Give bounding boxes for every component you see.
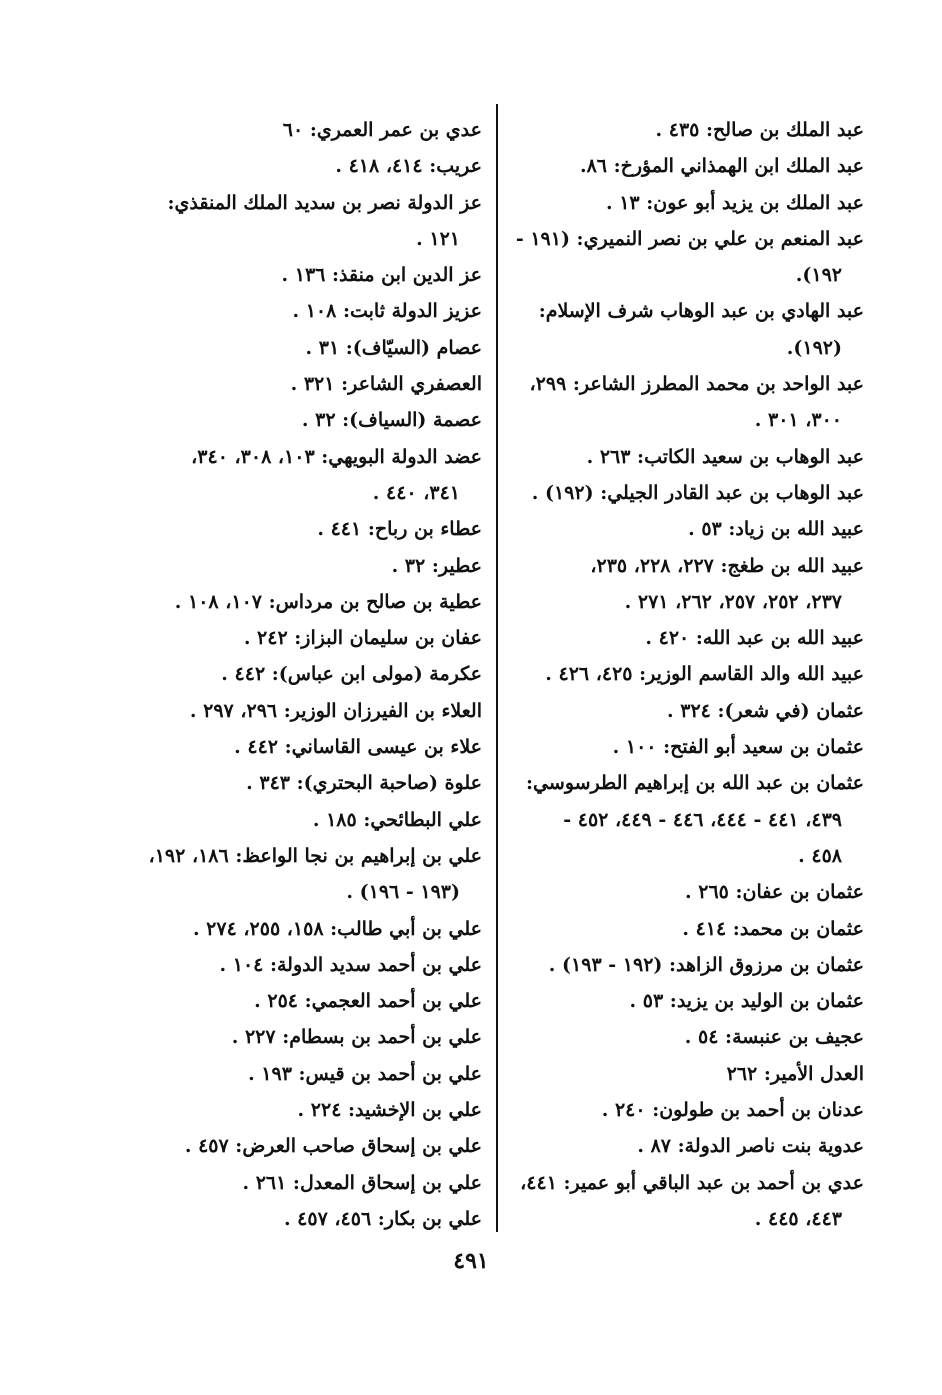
index-entry — [102, 729, 482, 765]
index-entry — [102, 257, 482, 293]
index-entry-text: عثمان بن محمد: ٤١٤ . — [682, 917, 864, 940]
index-entry — [444, 874, 864, 910]
index-entry-text: عريب: ٤١٤، ٤١٨ . — [335, 155, 482, 178]
index-entry — [102, 1019, 482, 1055]
index-entry-text: علي البطائحي: ١٨٥ . — [312, 808, 482, 831]
index-entry-continuation: ٤٤٣، ٤٤٥ . — [754, 1207, 842, 1230]
column-divider — [496, 104, 498, 1232]
index-entry — [102, 511, 482, 547]
index-entry-text: عبد الملك بن يزيد أبو عون: ١٣ . — [605, 191, 864, 214]
index-entry-text: عثمان بن عفان: ٢٦٥ . — [685, 881, 864, 904]
index-entry — [444, 656, 864, 692]
index-entry-text: علي بن أحمد سديد الدولة: ١٠٤ . — [219, 953, 482, 976]
index-entry — [102, 584, 482, 620]
index-entry-text: عبيد الله بن عبد الله: ٤٢٠ . — [645, 627, 864, 650]
index-entry-text: عز الدولة نصر بن سديد الملك المنقذي: — [167, 191, 482, 214]
index-entry-text: عصام (السيّاف): ٣١ . — [305, 336, 482, 359]
index-entry-text: عكرمة (مولى ابن عباس): ٤٤٢ . — [221, 663, 482, 686]
index-entry — [102, 620, 482, 656]
index-entry — [102, 947, 482, 983]
index-entry — [102, 656, 482, 692]
index-entry-continuation: ١٩٢). — [795, 264, 842, 287]
index-entry-text: علي بن أحمد بن قيس: ١٩٣ . — [248, 1062, 482, 1085]
index-entry-text: علاء بن عيسى القاساني: ٤٤٢ . — [234, 736, 482, 759]
index-entry-text: علي بن أبي طالب: ١٥٨، ٢٥٥، ٢٧٤ . — [192, 917, 482, 940]
index-entry-text: علي بن إسحاق صاحب العرض: ٤٥٧ . — [184, 1135, 482, 1158]
index-entry — [102, 112, 482, 148]
index-entry-text: عفان بن سليمان البزاز: ٢٤٢ . — [243, 627, 482, 650]
index-entry-text: عبد الوهاب بن عبد القادر الجيلي: (١٩٢) . — [531, 481, 864, 504]
index-entry — [444, 185, 864, 221]
index-entry-text: علي بن الإخشيد: ٢٢٤ . — [297, 1099, 482, 1122]
index-entry-text: عجيف بن عنبسة: ٥٤ . — [684, 1026, 864, 1049]
index-entry — [444, 911, 864, 947]
index-entry — [102, 402, 482, 438]
index-entry — [444, 729, 864, 765]
index-entry-continuation: ١٢١ . — [416, 227, 460, 250]
index-entry — [102, 293, 482, 329]
index-entry — [102, 1056, 482, 1092]
index-entry — [102, 693, 482, 729]
index-entry — [102, 1092, 482, 1128]
index-entry-continuation: (١٩٢). — [786, 336, 842, 359]
index-entry — [444, 947, 864, 983]
index-entry-text: العدل الأمير: ٢٦٢ — [726, 1062, 864, 1085]
index-entry — [102, 185, 482, 258]
index-entry — [444, 511, 864, 547]
index-entry-text: عضد الدولة البويهي: ١٠٣، ٣٠٨، ٣٤٠، — [191, 445, 482, 468]
index-entry-text: عثمان بن سعيد أبو الفتح: ١٠٠ . — [612, 736, 864, 759]
index-entry-text: عبيد الله والد القاسم الوزير: ٤٢٥، ٤٢٦ . — [545, 663, 864, 686]
index-entry-text: عثمان (في شعر): ٣٢٤ . — [667, 699, 864, 722]
index-entry-text: عبد الوهاب بن سعيد الكاتب: ٢٦٣ . — [586, 445, 864, 468]
index-entry — [102, 1201, 482, 1237]
index-entry — [444, 620, 864, 656]
index-entry — [102, 548, 482, 584]
index-entry — [444, 838, 864, 874]
index-entry — [444, 475, 864, 511]
index-entry-continuation: (١٩٣ - ١٩٦) . — [346, 881, 460, 904]
index-entry — [444, 1092, 864, 1128]
index-entry-text: عدوية بنت ناصر الدولة: ٨٧ . — [637, 1135, 864, 1158]
index-entry — [444, 983, 864, 1019]
index-entry-text: علي بن أحمد العجمي: ٢٥٤ . — [254, 990, 482, 1013]
index-entry-text: العلاء بن الفيرزان الوزير: ٢٩٦، ٢٩٧ . — [189, 699, 482, 722]
index-entry-text: علي بن أحمد بن بسطام: ٢٢٧ . — [231, 1026, 482, 1049]
index-entry — [444, 366, 864, 439]
right-index-column — [444, 112, 864, 1237]
index-entry — [102, 765, 482, 801]
index-entry-continuation: ٢٣٧، ٢٥٢، ٢٥٧، ٢٦٢، ٢٧١ . — [624, 590, 842, 613]
index-entry-continuation: ٤٣٩، ٤٤١ - ٤٤٤، ٤٤٦ - ٤٤٩، ٤٥٢ - — [563, 808, 842, 831]
index-entry — [102, 838, 482, 911]
index-entry-text: العصفري الشاعر: ٣٢١ . — [290, 373, 482, 396]
index-entry — [102, 1165, 482, 1201]
index-entry — [444, 1019, 864, 1055]
index-entry-text: علوة (صاحبة البحتري): ٣٤٣ . — [246, 772, 482, 795]
index-entry-text: عزيز الدولة ثابت: ١٠٨ . — [292, 300, 482, 323]
index-entry-text: عدنان بن أحمد بن طولون: ٢٤٠ . — [601, 1099, 864, 1122]
index-entry — [102, 148, 482, 184]
index-entry-text: عطية بن صالح بن مرداس: ١٠٧، ١٠٨ . — [174, 590, 482, 613]
index-entry — [444, 765, 864, 838]
index-entry-text: علي بن بكار: ٤٥٦، ٤٥٧ . — [283, 1207, 482, 1230]
index-entry — [102, 366, 482, 402]
index-entry-text: علي بن إسحاق المعدل: ٢٦١ . — [242, 1171, 482, 1194]
index-entry-text: عبيد الله بن زياد: ٥٣ . — [688, 518, 864, 541]
index-entry-text: عز الدين ابن منقذ: ١٣٦ . — [281, 264, 482, 287]
index-entry-text: عطير: ٣٢ . — [391, 554, 482, 577]
index-entry — [444, 439, 864, 475]
index-entry-text: عثمان بن عبد الله بن إبراهيم الطرسوسي: — [526, 772, 864, 795]
index-entry — [102, 802, 482, 838]
index-entry — [444, 548, 864, 621]
index-entry-text: علي بن إبراهيم بن نجا الواعظ: ١٨٦، ١٩٢، — [148, 844, 482, 867]
index-entry-text: عصمة (السياف): ٣٢ . — [301, 409, 482, 432]
index-entry-text: عبد الواحد بن محمد المطرز الشاعر: ٢٩٩، — [529, 373, 864, 396]
index-entry-continuation: ٤٥٨ . — [798, 844, 842, 867]
index-entry-text: عطاء بن رباح: ٤٤١ . — [317, 518, 482, 541]
index-entry — [444, 293, 864, 366]
index-entry — [102, 983, 482, 1019]
index-entry — [444, 693, 864, 729]
index-entry — [444, 1056, 864, 1092]
index-entry-text: عبد الملك ابن الهمذاني المؤرخ: ٨٦. — [579, 155, 864, 178]
left-index-column — [102, 112, 482, 1237]
index-entry — [444, 148, 864, 184]
index-entry — [102, 1128, 482, 1164]
index-entry-continuation: ٣٠٠، ٣٠١ . — [754, 409, 842, 432]
index-entry-text: عدي بن عمر العمري: ٦٠ — [282, 119, 482, 141]
index-entry-text: عدي بن أحمد بن عبد الباقي أبو عمير: ٤٤١، — [520, 1171, 864, 1194]
index-entry — [444, 221, 864, 294]
index-entry-text: عبد الملك بن صالح: ٤٣٥ . — [655, 119, 864, 141]
index-entry-text: عبد الهادي بن عبد الوهاب شرف الإسلام: — [538, 300, 864, 323]
index-entry — [444, 112, 864, 148]
index-entry-text: عبيد الله بن طغج: ٢٢٧، ٢٢٨، ٢٣٥، — [590, 554, 864, 577]
index-entry — [102, 439, 482, 512]
index-entry-text: عثمان بن الوليد بن يزيد: ٥٣ . — [629, 990, 864, 1013]
page-number: ٤٩١ — [453, 1248, 489, 1274]
index-entry — [444, 1128, 864, 1164]
index-entry — [102, 330, 482, 366]
index-entry — [102, 911, 482, 947]
index-entry-continuation: ٣٤١، ٤٤٠ . — [372, 481, 460, 504]
index-entry-text: عبد المنعم بن علي بن نصر النميري: (١٩١ - — [515, 227, 864, 250]
index-entry — [444, 1165, 864, 1238]
index-entry-text: عثمان بن مرزوق الزاهد: (١٩٢ - ١٩٣) . — [548, 953, 864, 976]
